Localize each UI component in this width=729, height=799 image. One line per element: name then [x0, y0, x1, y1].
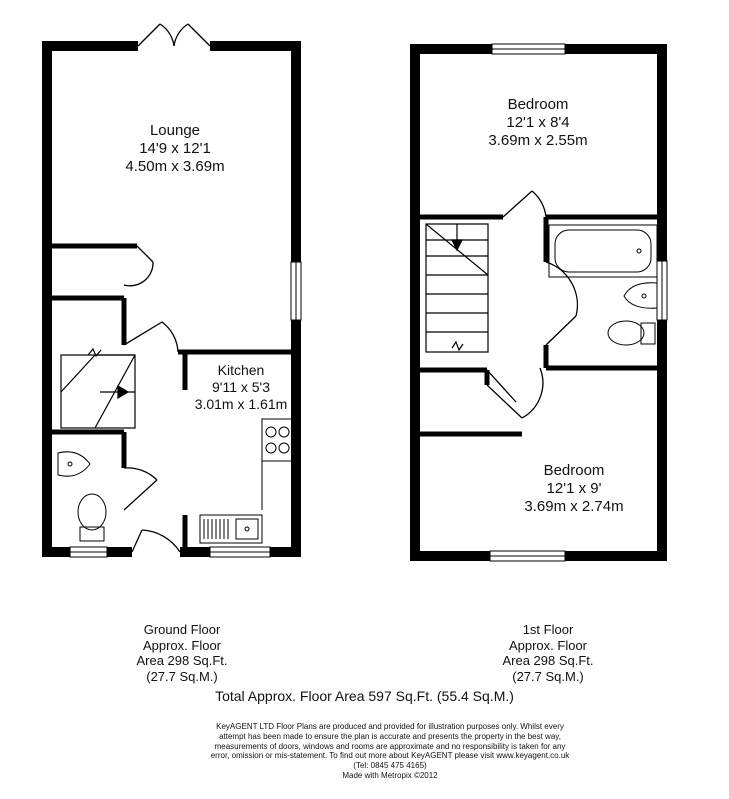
disclaimer-line5: (Tel: 0845 475 4165) [353, 761, 427, 771]
total-floor-area: Total Approx. Floor Area 597 Sq.Ft. (55.4 Sq.M.) [215, 688, 514, 704]
front-bedroom-door [503, 191, 546, 217]
rear-bedroom-label [504, 462, 644, 516]
hob-icon [262, 419, 292, 461]
rear-bedroom-metric: 3.69m x 2.74m [524, 498, 624, 515]
kitchen-imperial: 9'11 x 5'3 [211, 379, 271, 395]
ground-floor-stairs [61, 349, 135, 428]
first-floor-caption-line1: 1st Floor [522, 622, 574, 637]
disclaimer-line6: Made with Metropix ©2012 [342, 770, 438, 780]
ground-floor-caption [112, 622, 252, 684]
disclaimer-line3: measurements of doors, windows and rooms are approximate and no responsibility is taken for any [214, 741, 566, 751]
first-floor-stairs [426, 224, 488, 352]
front-bedroom-label [468, 96, 608, 150]
hall-door [124, 322, 178, 352]
disclaimer-line4: error, omission or mis-statement. To find out more about KeyAGENT please visit www.keyagent.co.uk [210, 751, 570, 761]
disclaimer-line2: attempt has been made to ensure the plan is accurate and presents the property in the best way, [219, 731, 561, 741]
first-floor-caption [478, 622, 618, 684]
basin-icon [58, 452, 90, 476]
kitchen-metric: 3.01m x 1.61m [194, 396, 288, 412]
ground-floor-caption-line2: Approx. Floor [142, 637, 222, 653]
disclaimer-line1: KeyAGENT LTD Floor Plans are produced and provided for illustration purposes only. Whilst every [216, 722, 564, 731]
ground-floor-plan [42, 24, 301, 557]
first-floor-caption-line3: Area 298 Sq.Ft. [502, 653, 594, 668]
lounge-metric: 4.50m x 3.69m [125, 158, 225, 175]
first-floor-caption-line2: Approx. Floor [508, 637, 588, 653]
first-floor-caption-line4: (27.7 Sq.M.) [512, 668, 584, 684]
bathroom-door [546, 262, 577, 345]
front-bedroom-imperial: 12'1 x 8'4 [506, 114, 570, 131]
ground-floor-caption-line4: (27.7 Sq.M.) [146, 668, 218, 684]
kitchen-fittings [200, 419, 292, 543]
kitchen-name: Kitchen [217, 362, 265, 378]
lounge-name: Lounge [149, 122, 201, 139]
french-doors [138, 24, 210, 46]
rear-bedroom-imperial: 12'1 x 9' [546, 480, 602, 497]
bathroom-toilet-icon [608, 321, 644, 345]
wc-fittings [58, 452, 106, 541]
ground-floor-caption-line3: Area 298 Sq.Ft. [136, 653, 228, 668]
lounge-label [110, 122, 240, 176]
kitchen-label [188, 362, 294, 413]
disclaimer [180, 722, 600, 781]
cupboard-door [124, 246, 153, 286]
ground-floor-caption-line1: Ground Floor [143, 622, 221, 637]
front-bedroom-metric: 3.69m x 2.55m [488, 132, 588, 149]
rear-bedroom-name: Bedroom [543, 462, 605, 479]
toilet-icon [78, 494, 106, 530]
ground-floor-doors [124, 24, 210, 552]
lounge-imperial: 14'9 x 12'1 [139, 140, 211, 157]
bathroom-basin-icon [624, 283, 657, 308]
front-door [132, 530, 180, 552]
wc-door [124, 468, 157, 510]
front-bedroom-name: Bedroom [507, 96, 569, 113]
